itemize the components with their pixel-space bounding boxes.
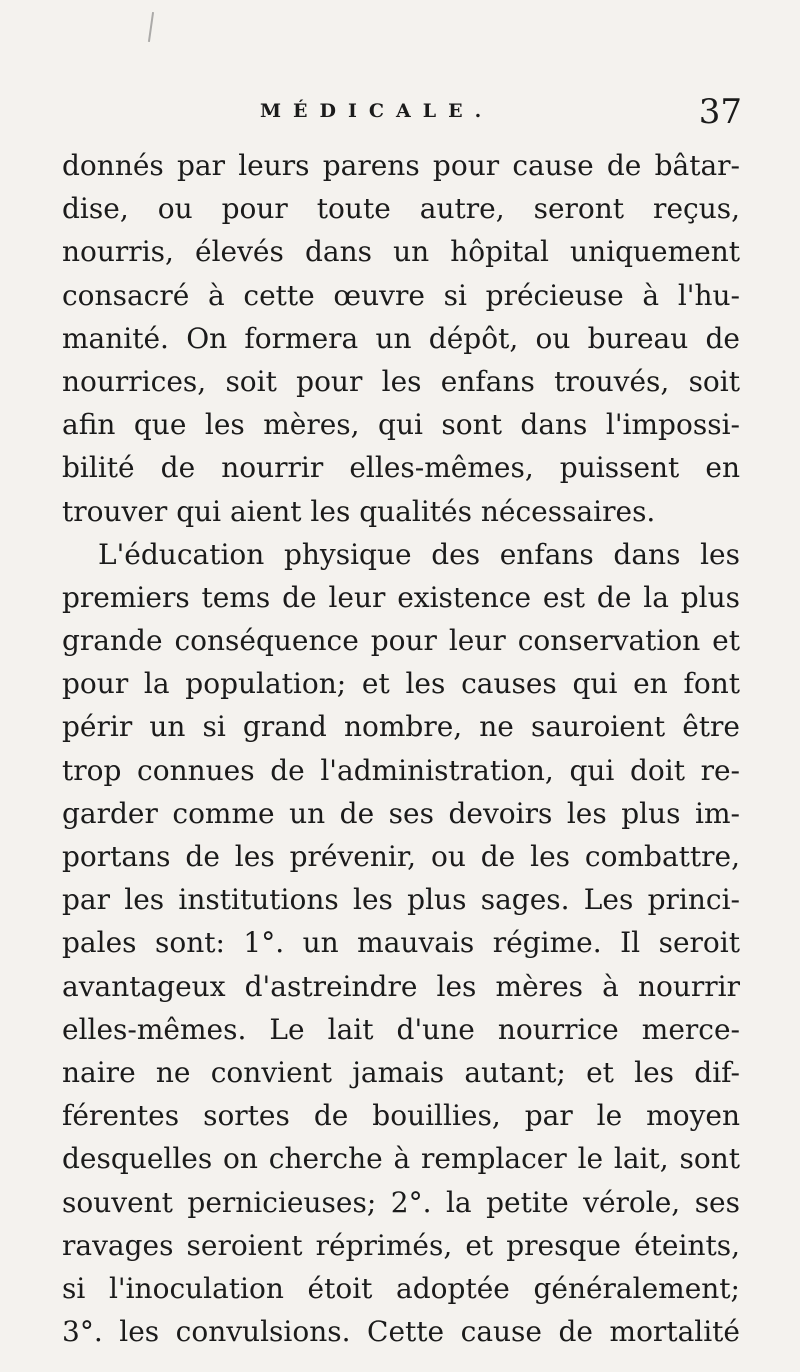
- text-line: consacré à cette œuvre si précieuse à l'hu-: [62, 278, 740, 312]
- body-text: [62, 144, 740, 1353]
- text-line: afin que les mères, qui sont dans l'impossi-: [62, 408, 740, 442]
- text-line: souvent pernicieuses; 2°. la petite vérole, ses: [62, 1185, 740, 1219]
- text-line: dise, ou pour toute autre, seront reçus,: [62, 192, 740, 226]
- text-line: par les institutions les plus sages. Les princi-: [62, 883, 740, 917]
- text-line: naire ne convient jamais autant; et les dif-: [62, 1055, 740, 1089]
- paragraph-end-line: trouver qui aient les qualités nécessaires.: [62, 494, 656, 528]
- text-line: pales sont: 1°. un mauvais régime. Il seroit: [62, 926, 740, 960]
- text-line: trop connues de l'administration, qui doit re-: [62, 753, 740, 787]
- text-line: donnés par leurs parens pour cause de bâtar-: [62, 149, 740, 182]
- text-line: portans de les prévenir, ou de les combattre,: [62, 840, 740, 873]
- text-line: si l'inoculation étoit adoptée généralement;: [62, 1271, 740, 1305]
- text-line: férentes sortes de bouillies, par le moyen: [62, 1099, 740, 1133]
- text-line: bilité de nourrir elles-mêmes, puissent en: [62, 451, 740, 485]
- text-line: périr un si grand nombre, ne sauroient être: [62, 710, 740, 744]
- text-line: manité. On formera un dépôt, ou bureau de: [62, 321, 740, 355]
- text-line: pour la population; et les causes qui en font: [62, 667, 740, 701]
- text-line: nourris, élevés dans un hôpital uniquement: [62, 235, 740, 269]
- text-line: 3°. les convulsions. Cette cause de mortalité: [62, 1315, 740, 1349]
- text-line: garder comme un de ses devoirs les plus im-: [62, 796, 740, 830]
- text-line: elles-mêmes. Le lait d'une nourrice merce-: [62, 1012, 740, 1046]
- text-line: avantageux d'astreindre les mères à nourrir: [62, 969, 740, 1003]
- page-number: 37: [698, 92, 742, 132]
- margin-mark: [148, 12, 154, 42]
- text-line: nourrices, soit pour les enfans trouvés, soit: [62, 364, 740, 398]
- paragraph-start-line: L'éducation physique des enfans dans les: [98, 537, 740, 571]
- text-line: ravages seroient réprimés, et presque éteints,: [62, 1228, 740, 1262]
- running-head: MÉDICALE.: [260, 100, 494, 122]
- text-line: grande conséquence pour leur conservation et: [62, 624, 740, 658]
- page-header: [62, 92, 742, 138]
- text-line: premiers tems de leur existence est de la plus: [62, 580, 740, 614]
- text-line: desquelles on cherche à remplacer le lait, sont: [62, 1142, 740, 1176]
